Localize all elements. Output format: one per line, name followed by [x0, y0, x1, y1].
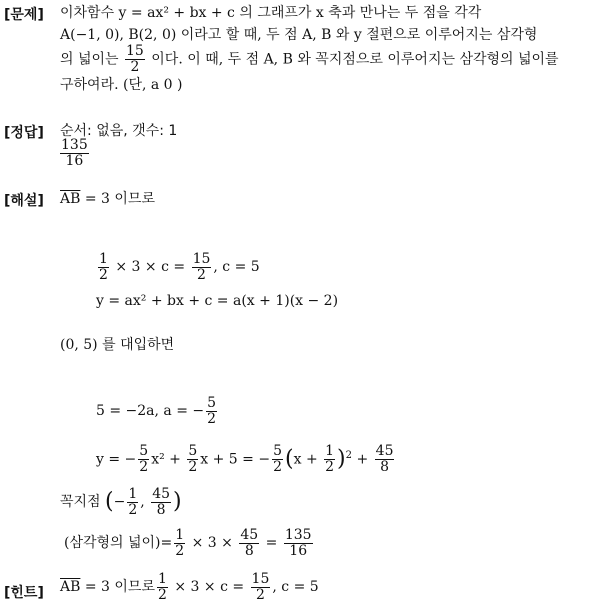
fraction [192, 252, 212, 283]
fraction-numerator: 5 [273, 443, 282, 460]
equation-4-paren-pre: x + [293, 451, 318, 468]
hint-label: [힌트] [4, 585, 44, 601]
problem-line-4: 구하여라. (단, a 0 ) [60, 77, 183, 93]
equation-4-pre: y = − [96, 451, 137, 468]
equation-4-mid-2: x + 5 = − [200, 451, 271, 468]
fraction-denominator: 2 [128, 501, 138, 518]
problem-line-1: 이차함수 y = ax² + bx + c 의 그래프가 x 축과 만나는 두 점을 각각 [60, 5, 482, 21]
segment-ab: $\overline{AB}$ [60, 579, 81, 595]
equation-3-pre: 5 = −2a, a = − [96, 403, 205, 419]
fraction-denominator: 8 [380, 459, 390, 476]
problem-line-3-pre: 의 넓이는 [60, 51, 119, 68]
fraction-denominator: 2 [130, 59, 140, 75]
fraction [206, 396, 217, 427]
equation-4-mid-1: x² + [151, 451, 181, 468]
hint-post: , c = 5 [272, 579, 319, 595]
fraction [284, 528, 313, 559]
fraction-numerator: 1 [325, 443, 335, 460]
area-line [64, 526, 315, 560]
problem-line-3 [60, 44, 559, 75]
problem-fraction [125, 44, 145, 75]
fraction [98, 252, 109, 283]
equation-4-plus: + [356, 451, 369, 468]
fraction [127, 487, 138, 518]
fraction-denominator: 2 [99, 266, 108, 283]
substitution-line: (0, 5) 를 대입하면 [60, 337, 175, 353]
fraction [174, 528, 185, 559]
area-eq: = [265, 535, 278, 551]
right-paren: ) [337, 446, 346, 472]
fraction-numerator: 1 [128, 485, 138, 502]
fraction [239, 528, 259, 559]
problem-label: [문제] [4, 7, 44, 23]
fraction-numerator: 15 [251, 570, 270, 587]
explanation-label: [해설] [4, 193, 44, 209]
equation-2: y = ax² + bx + c = a(x + 1)(x − 2) [96, 293, 339, 309]
fraction [324, 444, 335, 475]
fraction-denominator: 2 [157, 586, 167, 603]
fraction-numerator: 15 [192, 250, 211, 267]
exponent: 2 [345, 450, 353, 461]
problem-line-2: A(−1, 0), B(2, 0) 이라고 할 때, 두 점 A, B 와 y 절편으로 이루어지는 삼각형 [60, 27, 538, 43]
fraction-numerator: 5 [207, 394, 217, 411]
fraction-numerator: 1 [99, 250, 108, 267]
answer-meta: 순서: 없음, 갯수: 1 [60, 123, 178, 139]
left-paren: ( [105, 489, 114, 514]
area-pre: (삼각형의 넓이)= [64, 535, 173, 551]
fraction-numerator: 5 [139, 443, 149, 460]
fraction-numerator: 15 [126, 43, 144, 59]
fraction [375, 444, 395, 475]
fraction-denominator: 2 [325, 459, 335, 476]
fraction-numerator: 1 [157, 570, 167, 587]
fraction [251, 572, 271, 603]
hint-mid: × 3 × c = [174, 579, 245, 595]
fraction-denominator: 16 [289, 542, 308, 559]
fraction-numerator: 135 [61, 137, 88, 153]
left-paren: ( [285, 446, 294, 472]
fraction-denominator: 2 [188, 459, 198, 476]
segment-ab: $\overline{AB}$ [60, 191, 81, 207]
fraction [187, 444, 198, 475]
fraction [151, 487, 171, 518]
answer-label: [정답] [4, 125, 44, 141]
answer-value [58, 138, 91, 169]
fraction-denominator: 2 [256, 586, 265, 603]
fraction-denominator: 2 [197, 266, 206, 283]
vertex-line: 꼭지점 (− $\frac{1}{2}$ , $\frac{45}{8}$ ) [60, 485, 182, 518]
vertex-pre: 꼭지점 [60, 494, 101, 510]
fraction-denominator: 2 [175, 542, 185, 559]
problem-line-3-post: 이다. 이 때, 두 점 A, B 와 꼭지점으로 이루어지는 삼각형의 넓이를 [151, 51, 559, 68]
equation-1 [96, 250, 260, 284]
hint-rest: = 3 이므로 [80, 579, 155, 595]
explanation-line-1 [60, 188, 155, 210]
fraction [157, 572, 168, 603]
fraction-numerator: 45 [240, 526, 259, 543]
explanation-line-1-rest: = 3 이므로 [80, 191, 155, 207]
equation-3 [96, 394, 219, 428]
fraction-numerator: 45 [152, 485, 171, 502]
fraction [138, 444, 149, 475]
fraction-numerator: 135 [284, 526, 312, 543]
fraction-denominator: 2 [273, 459, 282, 476]
fraction-denominator: 16 [65, 153, 84, 169]
fraction-numerator: 45 [375, 443, 394, 460]
fraction [272, 444, 283, 475]
equation-1-mid: × 3 × c = [115, 259, 186, 275]
equation-1-post: , c = 5 [213, 259, 260, 275]
hint-line [60, 570, 319, 604]
fraction-denominator: 2 [207, 410, 217, 427]
answer-fraction [60, 138, 89, 169]
equation-4 [96, 438, 396, 478]
fraction-denominator: 8 [156, 501, 166, 518]
fraction-numerator: 1 [175, 526, 185, 543]
area-mid: × 3 × [191, 535, 233, 551]
fraction-denominator: 2 [139, 459, 149, 476]
right-paren: ) [173, 489, 182, 514]
fraction-numerator: 5 [188, 443, 198, 460]
fraction-denominator: 8 [244, 542, 254, 559]
